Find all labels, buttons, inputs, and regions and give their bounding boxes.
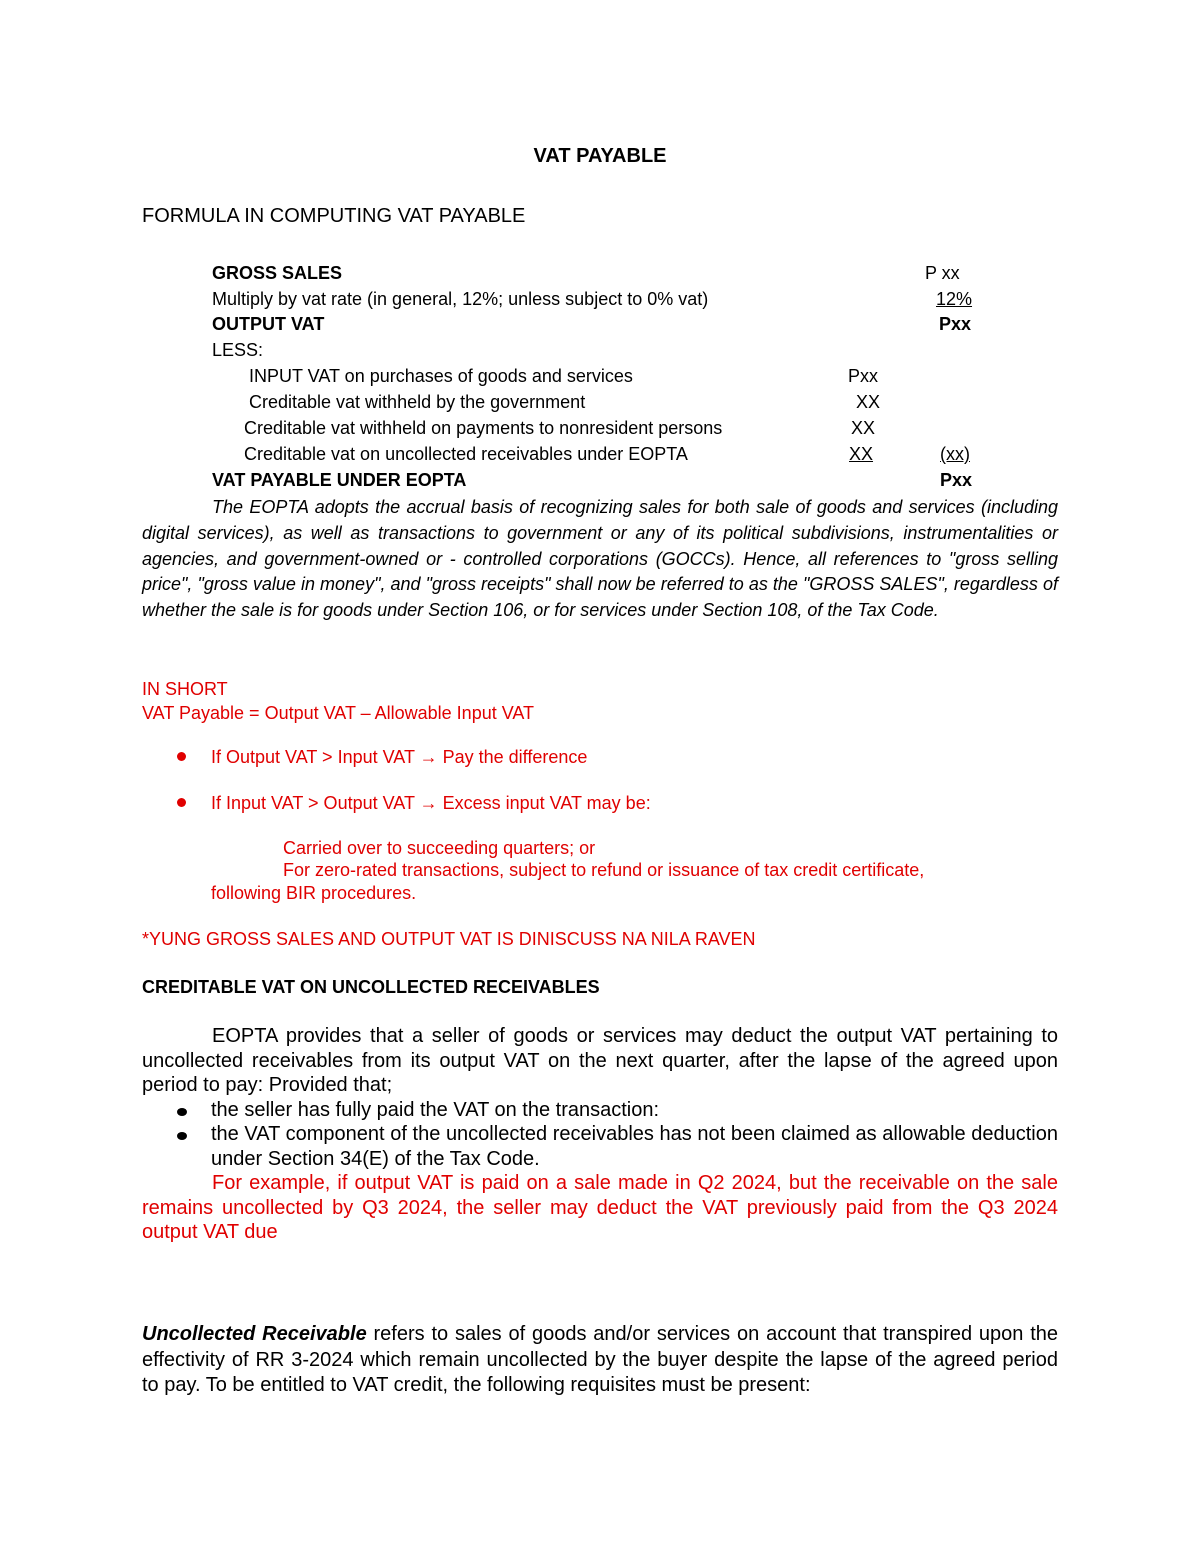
- output-vat-value: Pxx: [939, 314, 972, 334]
- bullet-icon: [177, 798, 186, 807]
- creditable-bullet: the seller has fully paid the VAT on the transaction:: [211, 1099, 660, 1121]
- page-title: VAT PAYABLE: [533, 145, 667, 167]
- eopta-paragraph: The EOPTA adopts the accrual basis of recognizing sales for both sale of goods and services (including digital services), as well as transactions to government or any of its political subdivisions, instrumentalities or agencies, and government-owned or - controlled corporations (GOCCs). Hence, all references to "gross selling price", "gross value in money", and "gross receipts" shall now be referred to as the "GROSS SALES", regardless of whether the sale is for goods under Section 106, or for services under Section 108, of the Tax Code.: [142, 497, 1058, 621]
- in-short-bullet: If Input VAT > Output VAT → Excess input VAT may be:: [211, 793, 651, 813]
- vat-payable-label: VAT PAYABLE UNDER EOPTA: [212, 470, 467, 490]
- bullet-icon: [177, 1108, 187, 1116]
- less-item-value: XX: [851, 418, 876, 438]
- multiply-label: Multiply by vat rate (in general, 12%; unless subject to 0% vat): [212, 289, 709, 309]
- bullet-icon: [177, 1132, 187, 1140]
- output-vat-label: OUTPUT VAT: [212, 314, 325, 334]
- less-item-label: Creditable vat withheld on payments to nonresident persons: [244, 418, 723, 438]
- less-item-value: XX: [849, 444, 874, 464]
- less-item-value: XX: [856, 392, 881, 412]
- in-short-sub-line: following BIR procedures.: [211, 883, 417, 903]
- less-item-label: Creditable vat withheld by the government: [249, 392, 586, 412]
- uncollected-definition: [142, 1322, 1058, 1399]
- in-short-bullet: If Output VAT > Input VAT → Pay the difference: [211, 747, 588, 767]
- less-label: LESS:: [212, 340, 264, 360]
- in-short-sub-line: For zero-rated transactions, subject to refund or issuance of tax credit certificate,: [283, 860, 925, 880]
- bullet-icon: [177, 752, 186, 761]
- gross-sales-label: GROSS SALES: [212, 263, 343, 283]
- less-item-label: Creditable vat on uncollected receivables under EOPTA: [244, 444, 688, 464]
- less-item-value: Pxx: [848, 366, 879, 386]
- uncollected-term: Uncollected Receivable: [142, 1323, 367, 1345]
- multiply-value: 12%: [936, 289, 973, 309]
- in-short-sub-line: Carried over to succeeding quarters; or: [283, 838, 596, 858]
- section-heading: CREDITABLE VAT ON UNCOLLECTED RECEIVABLES: [142, 977, 600, 997]
- raven-note: *YUNG GROSS SALES AND OUTPUT VAT IS DINISCUSS NA NILA RAVEN: [142, 929, 756, 949]
- vat-payable-value: Pxx: [940, 470, 973, 490]
- vat-equation: VAT Payable = Output VAT – Allowable Input VAT: [142, 703, 535, 723]
- uncollected-definition-text: refers to sales of goods and/or services on account that transpired upon the effectivity of RR 3-2024 which remain uncollected by the buyer despite the lapse of the agreed period to pay. To be entitled to VAT credit, the following requisites must be present:: [142, 1323, 1058, 1396]
- in-short-heading: IN SHORT: [142, 679, 228, 699]
- formula-heading: FORMULA IN COMPUTING VAT PAYABLE: [142, 205, 526, 227]
- less-total-value: (xx): [940, 444, 970, 464]
- less-item-label: INPUT VAT on purchases of goods and services: [249, 366, 633, 386]
- creditable-bullet: the VAT component of the uncollected receivables has not been claimed as allowable deduction under Section 34(E) of the Tax Code.: [211, 1123, 1058, 1170]
- example-paragraph: For example, if output VAT is paid on a sale made in Q2 2024, but the receivable on the sale remains uncollected by Q3 2024, the seller may deduct the VAT previously paid from the Q3 2024 output VAT due: [142, 1172, 1058, 1243]
- creditable-paragraph: EOPTA provides that a seller of goods or services may deduct the output VAT pertaining to uncollected receivables from its output VAT on the next quarter, after the lapse of the agreed upon period to pay: Provided that;: [142, 1025, 1058, 1096]
- gross-sales-value: P xx: [925, 263, 960, 283]
